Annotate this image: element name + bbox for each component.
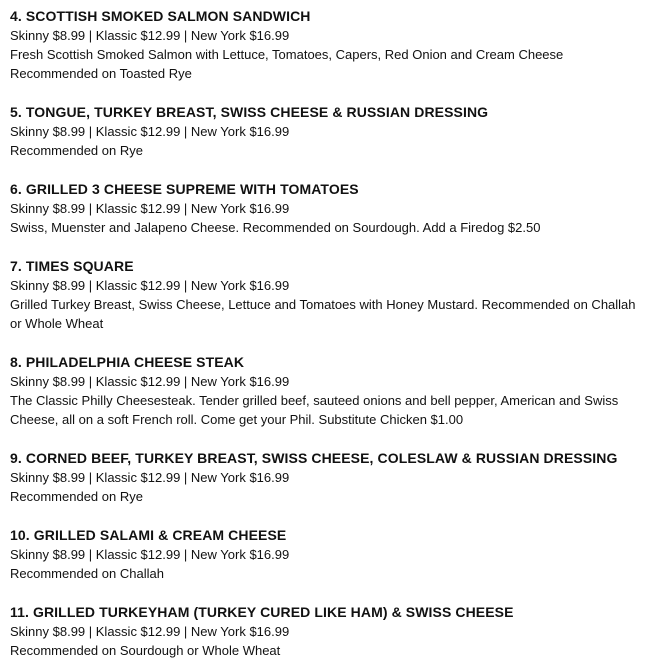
menu-item	[10, 180, 640, 237]
item-note: Recommended on Challah	[10, 566, 164, 581]
menu-item	[10, 603, 640, 660]
item-title: 10. GRILLED SALAMI & CREAM CHEESE	[10, 527, 287, 543]
item-description: The Classic Philly Cheesesteak. Tender grilled beef, sauteed onions and bell pepper, American and Swiss Cheese, all on a soft French roll. Come get your Phil. Substitute Chicken $1.00	[10, 393, 619, 427]
item-prices: Skinny $8.99 | Klassic $12.99 | New York $16.99	[10, 278, 290, 293]
menu-item	[10, 103, 640, 160]
item-prices: Skinny $8.99 | Klassic $12.99 | New York $16.99	[10, 201, 290, 216]
item-note: Recommended on Rye	[10, 489, 143, 504]
item-prices: Skinny $8.99 | Klassic $12.99 | New York $16.99	[10, 374, 290, 389]
item-title: 8. PHILADELPHIA CHEESE STEAK	[10, 354, 245, 370]
item-title: 11. GRILLED TURKEYHAM (TURKEY CURED LIKE HAM) & SWISS CHEESE	[10, 604, 514, 620]
item-description: Grilled Turkey Breast, Swiss Cheese, Lettuce and Tomatoes with Honey Mustard. Recommended on Challah or Whole Wheat	[10, 297, 636, 331]
item-title: 4. SCOTTISH SMOKED SALMON SANDWICH	[10, 8, 311, 24]
item-prices: Skinny $8.99 | Klassic $12.99 | New York $16.99	[10, 624, 290, 639]
item-note: Recommended on Rye	[10, 143, 143, 158]
item-title: 7. TIMES SQUARE	[10, 258, 134, 274]
item-title: 6. GRILLED 3 CHEESE SUPREME WITH TOMATOES	[10, 181, 359, 197]
item-note: Recommended on Toasted Rye	[10, 66, 192, 81]
item-prices: Skinny $8.99 | Klassic $12.99 | New York $16.99	[10, 547, 290, 562]
item-description: Fresh Scottish Smoked Salmon with Lettuce, Tomatoes, Capers, Red Onion and Cream Cheese	[10, 47, 564, 62]
menu-item	[10, 7, 640, 83]
menu-item	[10, 257, 640, 333]
item-prices: Skinny $8.99 | Klassic $12.99 | New York $16.99	[10, 470, 290, 485]
menu-item	[10, 353, 640, 429]
item-title: 9. CORNED BEEF, TURKEY BREAST, SWISS CHEESE, COLESLAW & RUSSIAN DRESSING	[10, 450, 618, 466]
item-prices: Skinny $8.99 | Klassic $12.99 | New York $16.99	[10, 124, 290, 139]
item-description: Swiss, Muenster and Jalapeno Cheese. Recommended on Sourdough. Add a Firedog $2.50	[10, 220, 541, 235]
menu-item	[10, 526, 640, 583]
item-title: 5. TONGUE, TURKEY BREAST, SWISS CHEESE & RUSSIAN DRESSING	[10, 104, 489, 120]
menu-item	[10, 449, 640, 506]
item-prices: Skinny $8.99 | Klassic $12.99 | New York $16.99	[10, 28, 290, 43]
item-note: Recommended on Sourdough or Whole Wheat	[10, 643, 281, 658]
